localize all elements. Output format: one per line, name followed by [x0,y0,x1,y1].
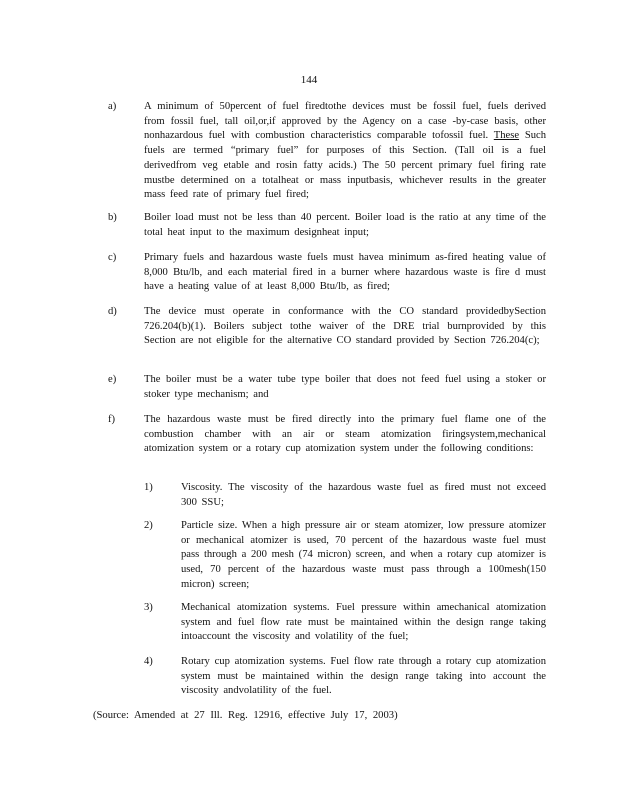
item-label: a) [108,101,117,112]
item-label: c) [108,252,117,263]
subitem-label: 4) [144,656,153,667]
struck-text: These [493,130,520,142]
paragraph-a [108,100,546,203]
paragraph-c [108,251,546,295]
item-text-part: A minimum of 50percent of fuel firedtothe devices must be fossil fuel, fuels derived from fossil fuel, tall oil,or,if approved by the Agency on a case -by-case basis, other nonhazardous fuel with combustion characteristics comparable tofossil fuel. [144,101,546,142]
item-label: e) [108,374,117,385]
item-text [144,100,546,203]
subitem-text: Mechanical atomization systems. Fuel pressure within amechanical atomization system and fuel flow rate must be maintained within the design range taking intoaccount the viscosity and volatility of the fuel; [181,602,546,643]
subitem-text: Particle size. When a high pressure air or steam atomizer, low pressure atomizer or mechanical atomizer is used, 70 percent of the hazardous waste fuel must pass through a 200 mesh (74 micron) screen, and when a rotary cup atomizer is used, 70 percent of the hazardous waste must pass through a 100mesh(150 micron) screen; [181,520,546,590]
source-note: (Source: Amended at 27 Ill. Reg. 12916, effective July 17, 2003) [93,710,398,721]
item-text: Primary fuels and hazardous waste fuels must havea minimum as-fired heating value of 8,000 Btu/lb, and each material fired in a burner where hazardous waste is fire d must have a heating value of at least 8,000 Btu/lb, as fired; [144,252,546,293]
paragraph-b [108,211,546,240]
item-text-part: Such fuels are termed “primary fuel” for purposes of this Section. (Tall oil is a fuel derivedfrom veg etable and rosin fatty acids.) The 50 percent primary fuel firing rate mustbe determined on a totalheat or mass inputbasis, whichever results in the greater mass feed rate of primary fuel fired; [144,130,547,201]
item-text: Boiler load must not be less than 40 percent. Boiler load is the ratio at any time of the total heat input to the maximum designheat input; [144,212,546,238]
paragraph-d [108,305,546,349]
item-label: d) [108,306,117,317]
item-label: b) [108,212,117,223]
subparagraph-2 [144,519,546,593]
subparagraph-3 [144,601,546,645]
subitem-text: Rotary cup atomization systems. Fuel flow rate through a rotary cup atomization system must be maintained within the design range taking into account the viscosity andvolatility of the fuel. [181,656,546,697]
item-label: f) [108,414,116,425]
subitem-label: 1) [144,482,153,493]
subparagraph-1 [144,481,546,510]
subitem-label: 3) [144,602,153,613]
subitem-label: 2) [144,520,153,531]
item-text: The hazardous waste must be fired directly into the primary fuel flame one of the combustion chamber with an air or steam atomization firingsystem,mechanical atomization system or a rotary cup atomization system under the following conditions: [144,414,546,455]
item-text: The boiler must be a water tube type boiler that does not feed fuel using a stoker or stoker type mechanism; and [144,374,546,400]
paragraph-e [108,373,546,402]
item-text: The device must operate in conformance with the CO standard providedbySection 726.204(b)(1). Boilers subject tothe waiver of the DRE trial burnprovided by this Section are not eligible for the alternative CO standard provided by Section 726.204(c); [144,306,546,347]
subparagraph-4 [144,655,546,699]
paragraph-f [108,413,546,457]
subitem-text: Viscosity. The viscosity of the hazardous waste fuel as fired must not exceed 300 SSU; [181,482,546,508]
page-number: 144 [300,74,318,86]
